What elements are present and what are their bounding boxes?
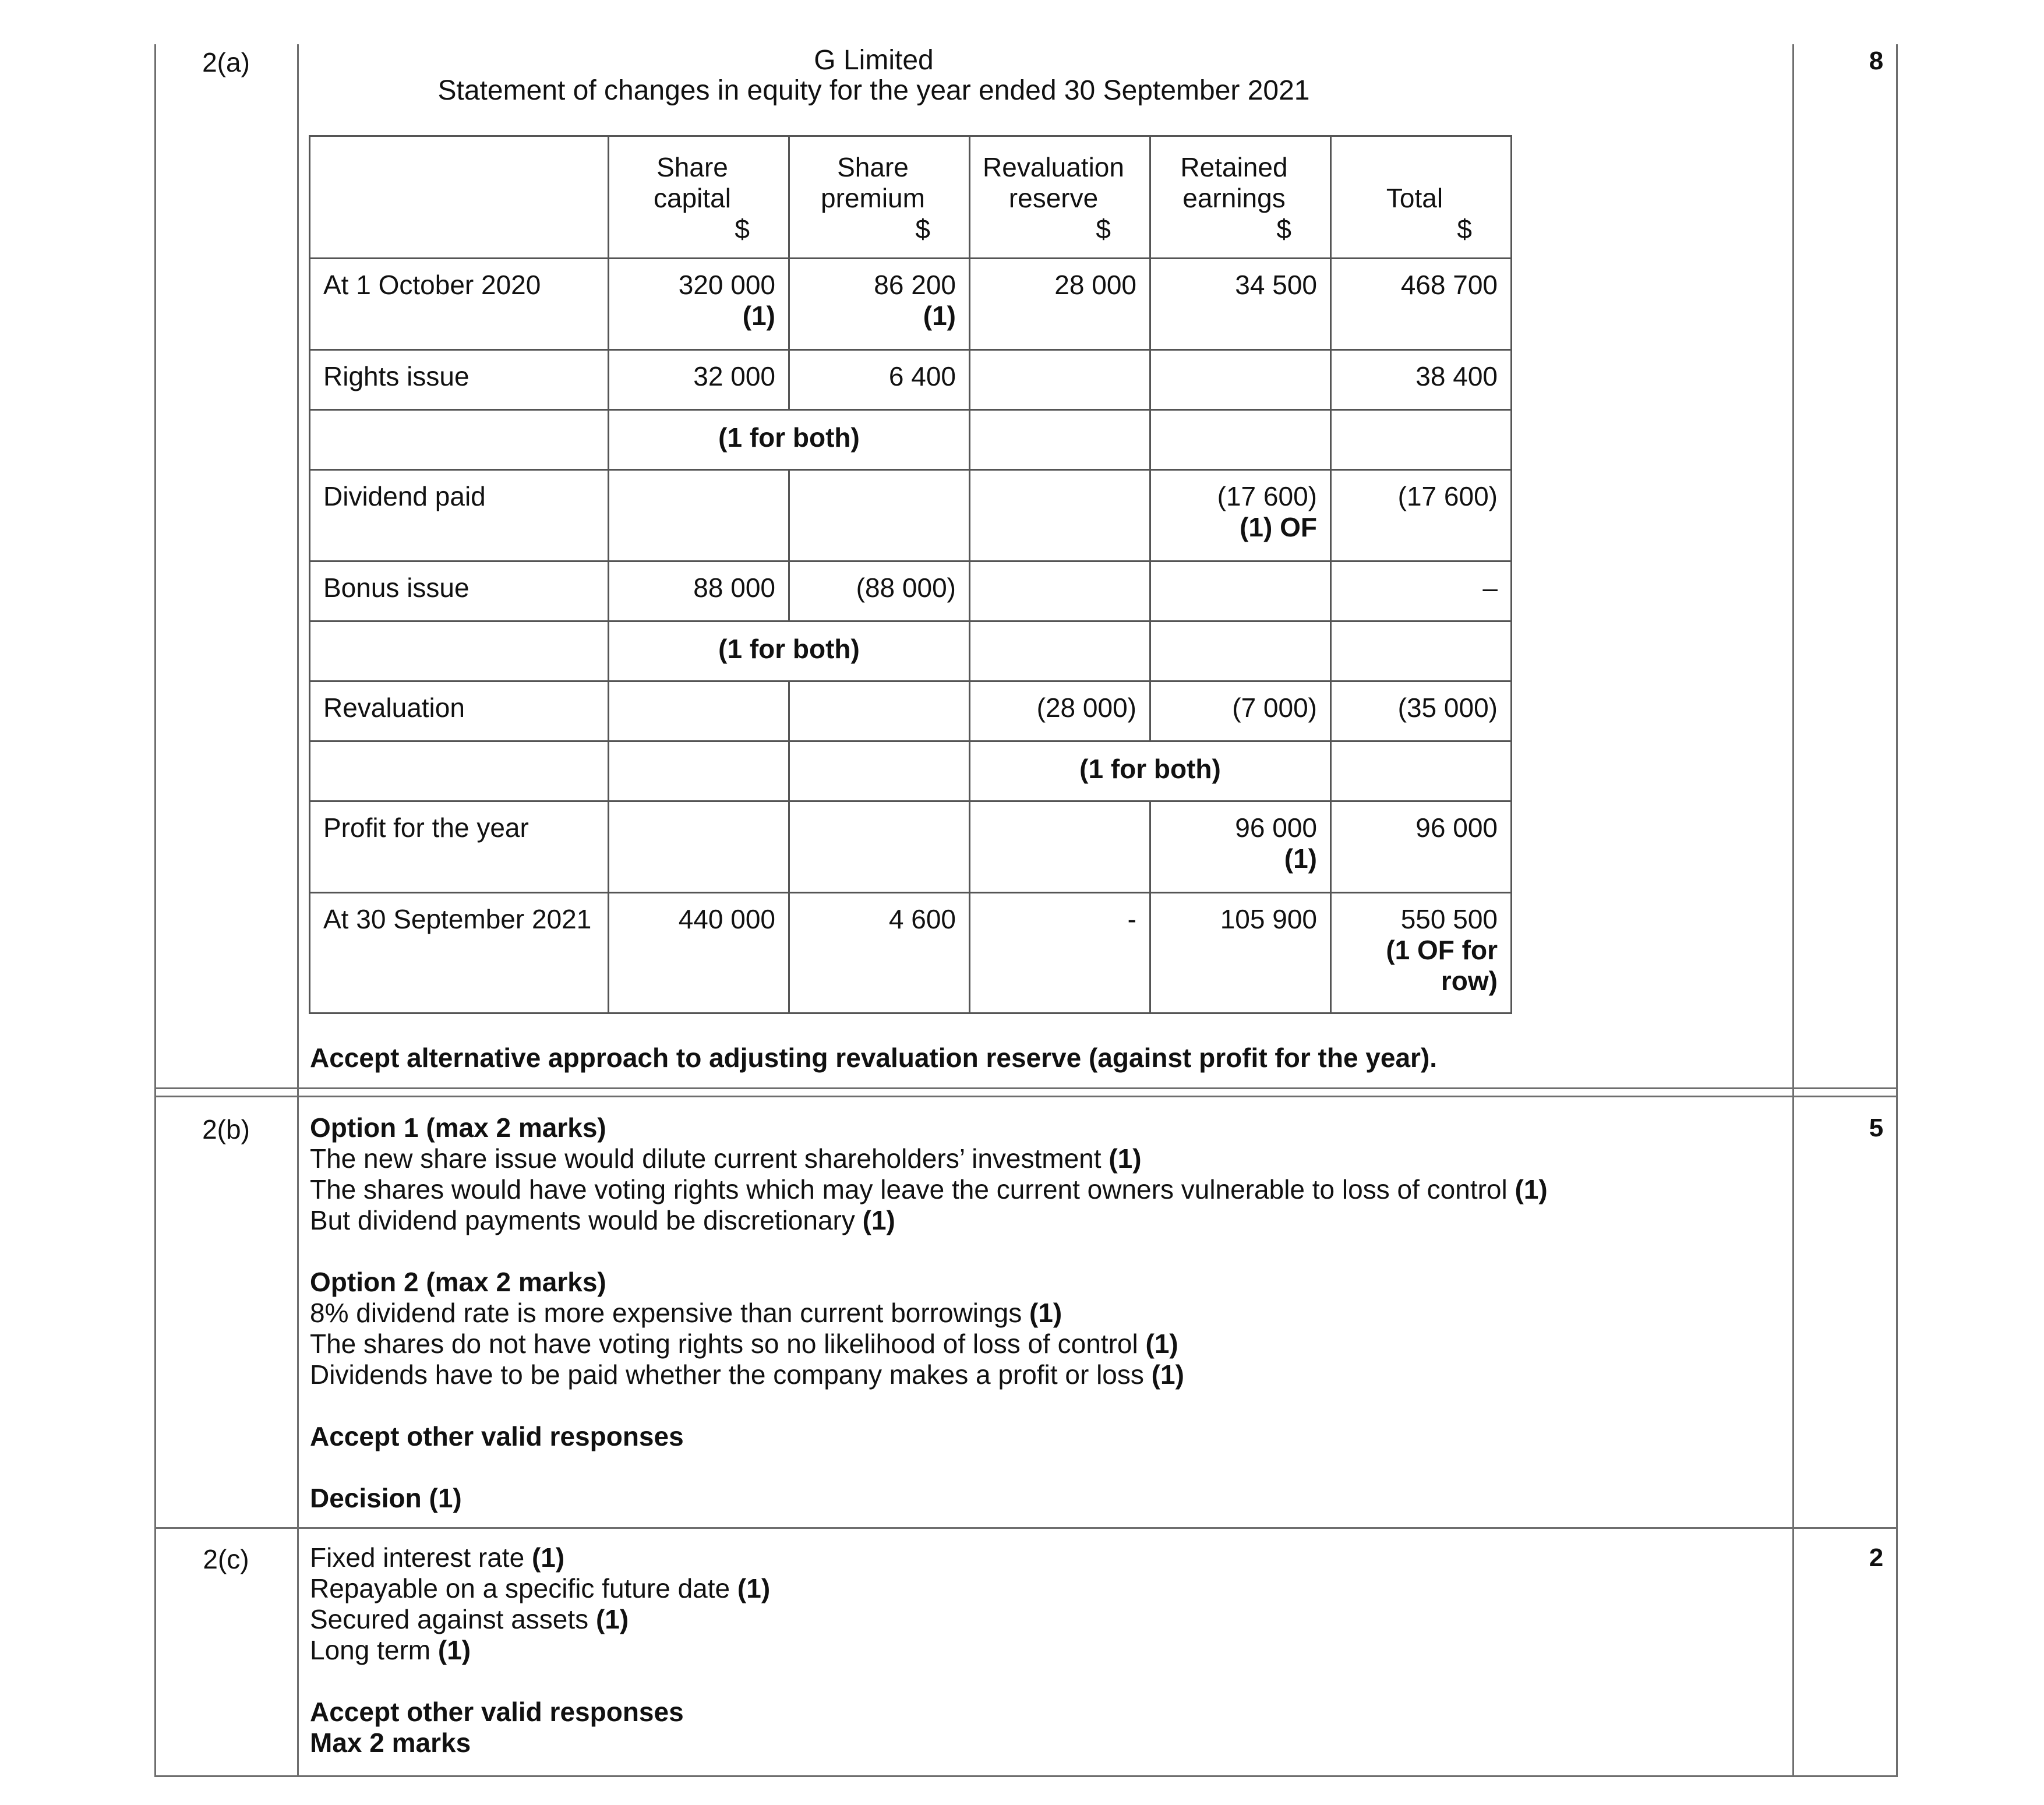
row-label: Revaluation bbox=[310, 681, 609, 741]
cell-revaluation-reserve: - bbox=[970, 893, 1150, 1013]
table-row-profit-for-the-year bbox=[310, 801, 1512, 893]
list-item: Repayable on a specific future date (1) bbox=[310, 1573, 771, 1603]
row-label bbox=[310, 410, 609, 470]
cell-share-premium bbox=[789, 741, 970, 801]
list-item: The shares do not have voting rights so no likelihood of loss of control (1) bbox=[310, 1329, 1178, 1359]
mark-note: (1 for both) bbox=[609, 410, 970, 470]
decision-2b: Decision (1) bbox=[310, 1483, 462, 1513]
cell-retained-earnings bbox=[1150, 561, 1331, 621]
cell-share-premium bbox=[789, 470, 970, 561]
cell-revaluation-reserve: 28 000 bbox=[970, 259, 1150, 350]
accept-other-2c: Accept other valid responses bbox=[310, 1697, 684, 1727]
list-item: The new share issue would dilute current shareholders’ investment (1) bbox=[310, 1143, 1142, 1174]
marks-2a: 8 bbox=[1869, 47, 1884, 75]
table-row-bonus-issue bbox=[310, 561, 1512, 621]
table-row-bonus-issue-mark bbox=[310, 621, 1512, 681]
column-header-share-capital: Share capital $ bbox=[609, 136, 789, 259]
row-label: Dividend paid bbox=[310, 470, 609, 561]
cell-total bbox=[1331, 621, 1512, 681]
header-blank-cell bbox=[310, 136, 609, 259]
row-label: Bonus issue bbox=[310, 561, 609, 621]
table-row-dividend-paid bbox=[310, 470, 1512, 561]
question-number-2c: 2(c) bbox=[203, 1544, 249, 1574]
cell-share-premium: 6 400 bbox=[789, 350, 970, 410]
grid-line-2a-bottom-1 bbox=[154, 1087, 1898, 1089]
cell-retained-earnings: (17 600) (1) OF bbox=[1150, 470, 1331, 561]
list-item: But dividend payments would be discretionary (1) bbox=[310, 1205, 895, 1235]
answer-2c bbox=[310, 1542, 1778, 1758]
option2-heading: Option 2 (max 2 marks) bbox=[310, 1267, 606, 1297]
list-item: The shares would have voting rights which may leave the current owners vulnerable to loss of control (1) bbox=[310, 1174, 1548, 1204]
table-row-revaluation-mark bbox=[310, 741, 1512, 801]
accept-other-2b: Accept other valid responses bbox=[310, 1421, 684, 1451]
row-label: Profit for the year bbox=[310, 801, 609, 893]
table-header-row bbox=[310, 136, 1512, 259]
cell-revaluation-reserve: (28 000) bbox=[970, 681, 1150, 741]
cell-total: 96 000 bbox=[1331, 801, 1512, 893]
column-header-share-premium: Share premium $ bbox=[789, 136, 970, 259]
cell-total: 38 400 bbox=[1331, 350, 1512, 410]
row-label: Rights issue bbox=[310, 350, 609, 410]
cell-retained-earnings: 34 500 bbox=[1150, 259, 1331, 350]
table-row-rights-issue bbox=[310, 350, 1512, 410]
cell-share-premium bbox=[789, 681, 970, 741]
cell-total: 468 700 bbox=[1331, 259, 1512, 350]
column-header-retained-earnings: Retained earnings $ bbox=[1150, 136, 1331, 259]
question-number-2a: 2(a) bbox=[202, 47, 250, 77]
cell-revaluation-reserve bbox=[970, 470, 1150, 561]
mark-note: (1 for both) bbox=[970, 741, 1331, 801]
cell-total bbox=[1331, 410, 1512, 470]
grid-line-2a-bottom-2 bbox=[154, 1096, 1898, 1097]
question-number-2b: 2(b) bbox=[202, 1114, 250, 1145]
company-name: G Limited bbox=[814, 45, 934, 76]
list-item: 8% dividend rate is more expensive than current borrowings (1) bbox=[310, 1298, 1062, 1328]
column-header-revaluation-reserve: Revaluation reserve $ bbox=[970, 136, 1150, 259]
row-label bbox=[310, 621, 609, 681]
row-label: At 1 October 2020 bbox=[310, 259, 609, 350]
cell-share-capital: 440 000 bbox=[609, 893, 789, 1013]
cell-share-capital: 88 000 bbox=[609, 561, 789, 621]
list-item: Long term (1) bbox=[310, 1635, 471, 1665]
cell-share-premium: (88 000) bbox=[789, 561, 970, 621]
cell-retained-earnings bbox=[1150, 410, 1331, 470]
footnote-2a: Accept alternative approach to adjusting revaluation reserve (against profit for the year). bbox=[310, 1043, 1438, 1073]
cell-share-premium: 4 600 bbox=[789, 893, 970, 1013]
cell-share-premium: 86 200 (1) bbox=[789, 259, 970, 350]
cell-total bbox=[1331, 741, 1512, 801]
table-row-closing-balance bbox=[310, 893, 1512, 1013]
cell-retained-earnings bbox=[1150, 350, 1331, 410]
cell-revaluation-reserve bbox=[970, 410, 1150, 470]
mark-note: (1 for both) bbox=[609, 621, 970, 681]
cell-retained-earnings bbox=[1150, 621, 1331, 681]
statement-of-changes-in-equity bbox=[309, 135, 1512, 1014]
cell-revaluation-reserve bbox=[970, 621, 1150, 681]
option1-heading: Option 1 (max 2 marks) bbox=[310, 1112, 606, 1143]
cell-revaluation-reserve bbox=[970, 350, 1150, 410]
column-header-total: Total $ bbox=[1331, 136, 1512, 259]
cell-share-capital bbox=[609, 801, 789, 893]
marks-2c: 2 bbox=[1869, 1543, 1884, 1572]
cell-share-premium bbox=[789, 801, 970, 893]
cell-total: 550 500 (1 OF for row) bbox=[1331, 893, 1512, 1013]
grid-line-right bbox=[1896, 44, 1898, 1777]
table-row-rights-issue-mark bbox=[310, 410, 1512, 470]
cell-retained-earnings: 105 900 bbox=[1150, 893, 1331, 1013]
row-label bbox=[310, 741, 609, 801]
list-item: Dividends have to be paid whether the company makes a profit or loss (1) bbox=[310, 1359, 1184, 1390]
cell-share-capital bbox=[609, 741, 789, 801]
cell-share-capital: 320 000 (1) bbox=[609, 259, 789, 350]
grid-line-bottom bbox=[154, 1775, 1898, 1777]
list-item: Secured against assets (1) bbox=[310, 1604, 629, 1634]
row-label: At 30 September 2021 bbox=[310, 893, 609, 1013]
answer-2b bbox=[310, 1112, 1778, 1514]
table-row-revaluation bbox=[310, 681, 1512, 741]
statement-title: Statement of changes in equity for the year ended 30 September 2021 bbox=[437, 75, 1310, 106]
cell-retained-earnings: (7 000) bbox=[1150, 681, 1331, 741]
grid-line-question bbox=[297, 44, 299, 1777]
max-marks-2c: Max 2 marks bbox=[310, 1728, 471, 1758]
marks-2b: 5 bbox=[1869, 1114, 1884, 1142]
cell-revaluation-reserve bbox=[970, 801, 1150, 893]
list-item: Fixed interest rate (1) bbox=[310, 1542, 565, 1573]
grid-line-2b-bottom bbox=[154, 1527, 1898, 1529]
cell-revaluation-reserve bbox=[970, 561, 1150, 621]
grid-line-left bbox=[154, 44, 156, 1777]
cell-retained-earnings: 96 000 (1) bbox=[1150, 801, 1331, 893]
cell-share-capital bbox=[609, 470, 789, 561]
cell-total: (35 000) bbox=[1331, 681, 1512, 741]
cell-total: (17 600) bbox=[1331, 470, 1512, 561]
cell-share-capital bbox=[609, 681, 789, 741]
table-row-opening-balance bbox=[310, 259, 1512, 350]
cell-share-capital: 32 000 bbox=[609, 350, 789, 410]
cell-total: – bbox=[1331, 561, 1512, 621]
grid-line-marks bbox=[1792, 44, 1794, 1777]
